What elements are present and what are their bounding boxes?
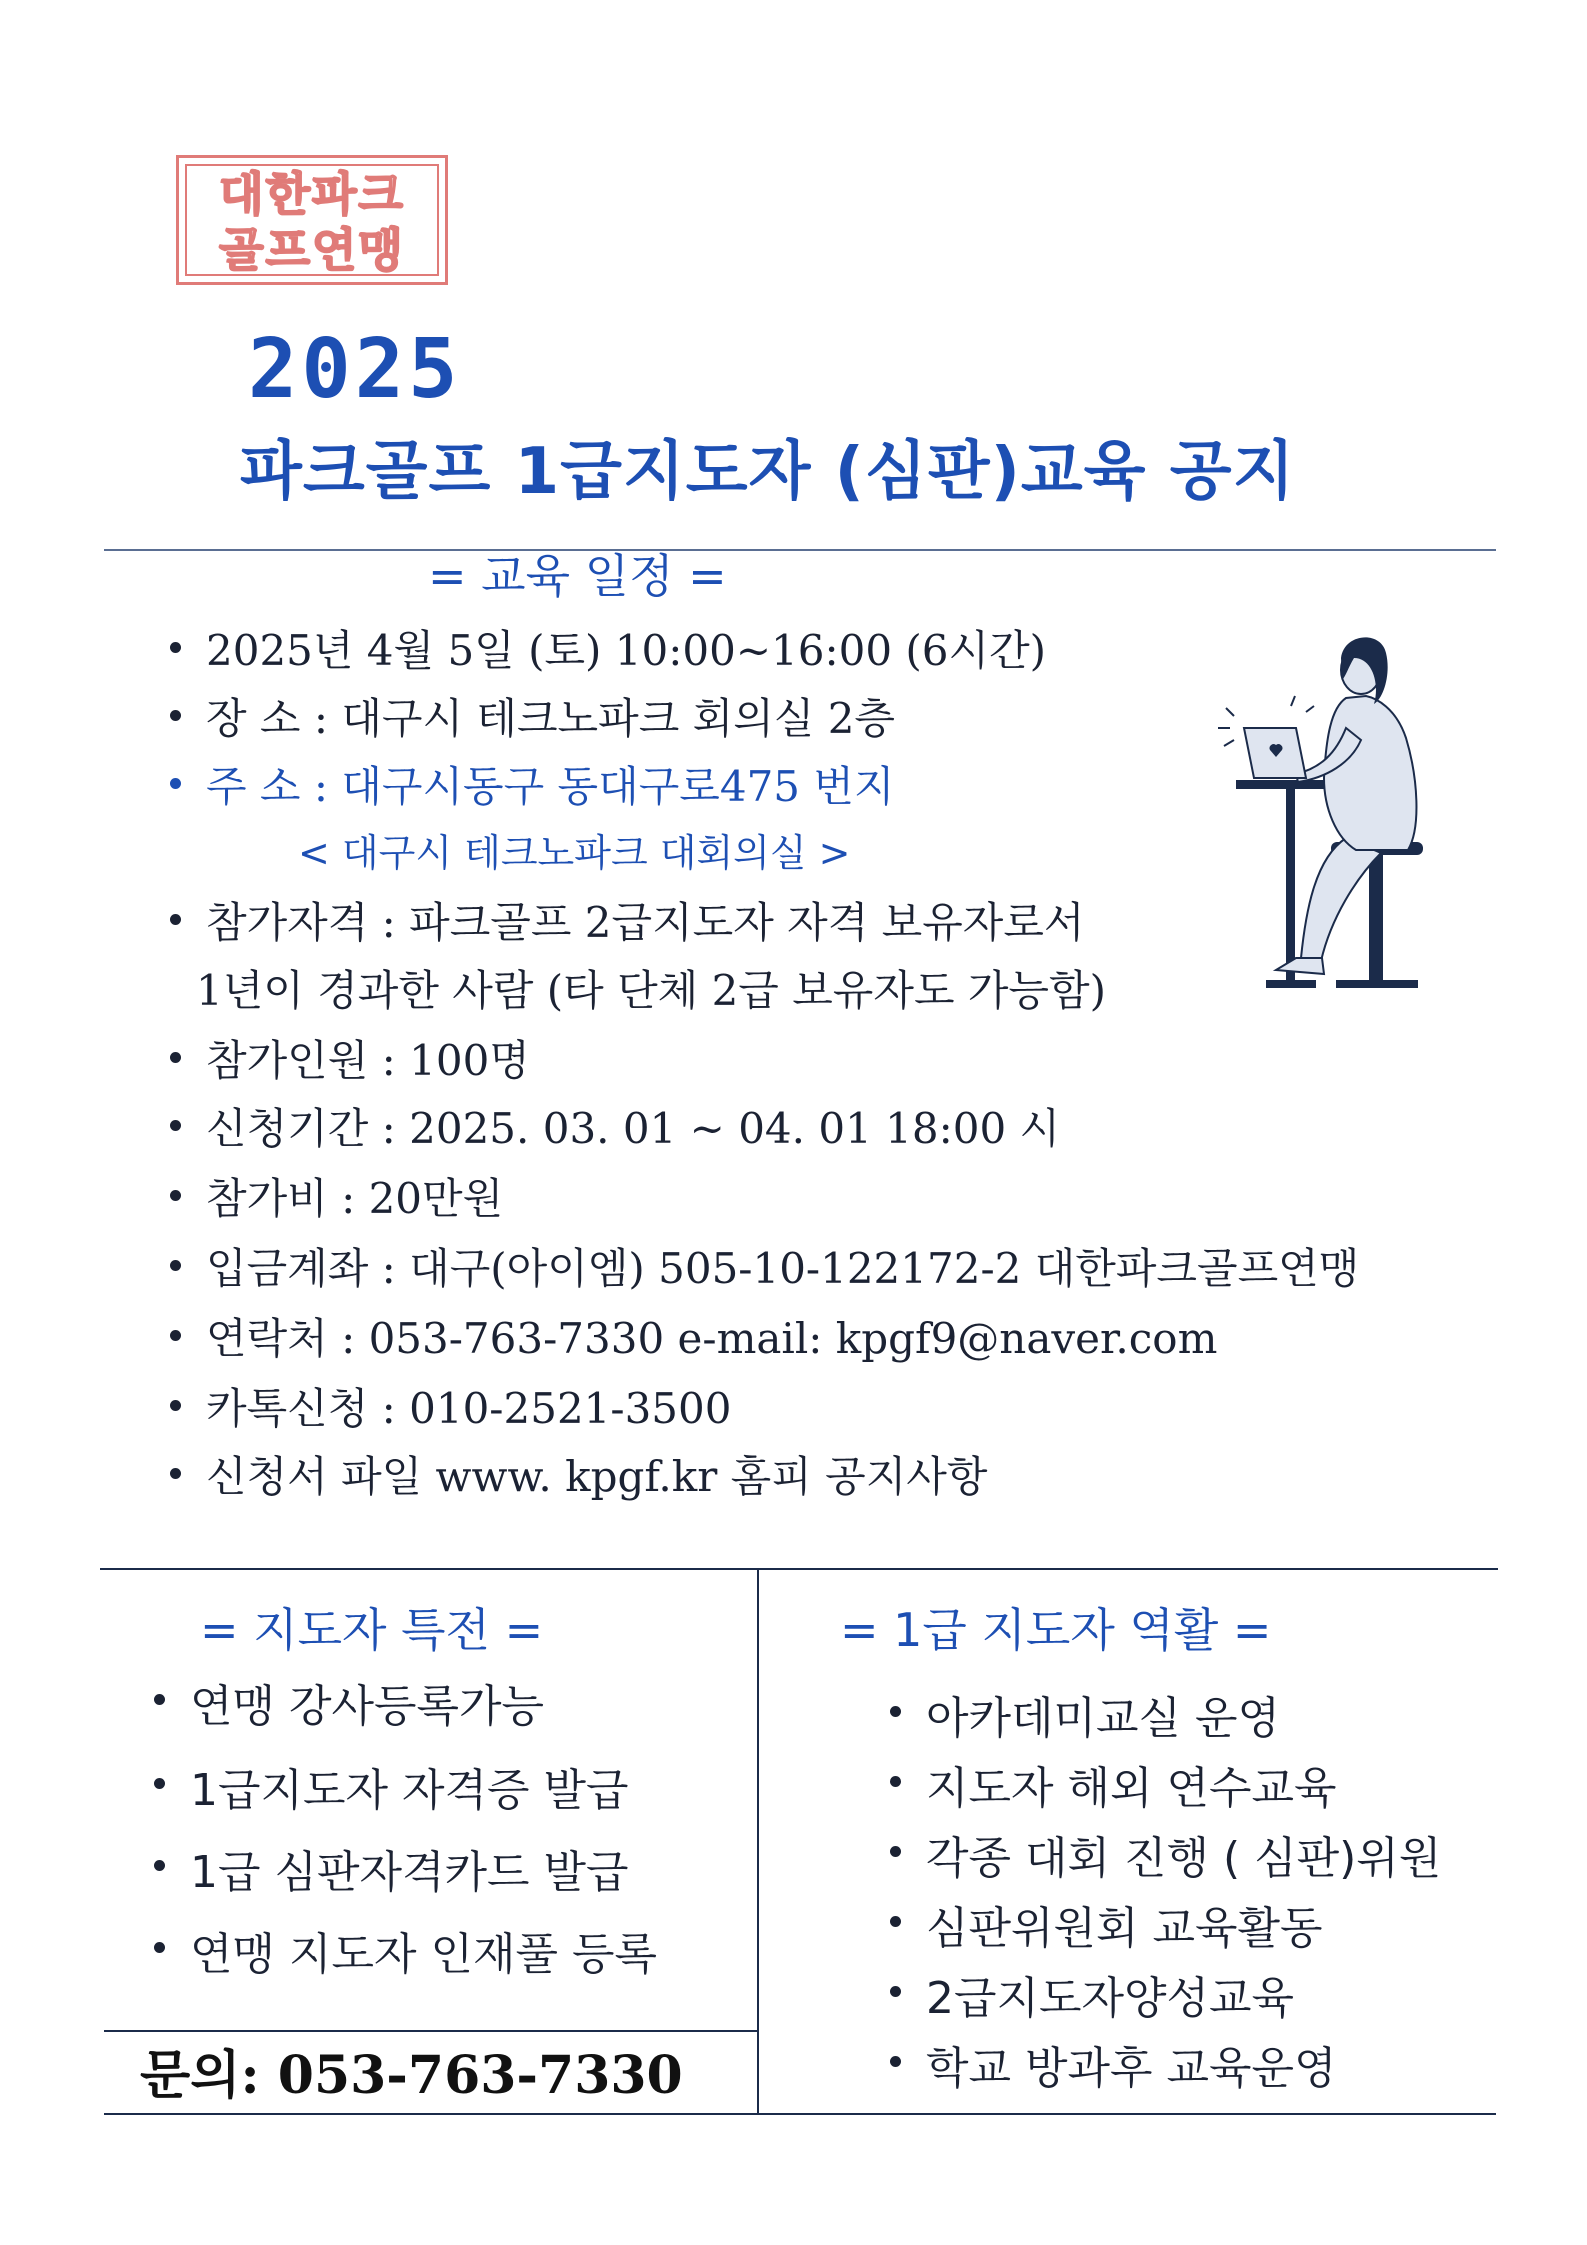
role-item-level2-training: 2급지도자양성교육 [926,1962,1294,2026]
schedule-heading: = 교육 일정 = [428,549,727,603]
benefit-item-referee-card: 1급 심판자격카드 발급 [190,1836,629,1900]
schedule-item-address-detail: < 대구시 테크노파크 대회의실 > [298,831,851,875]
logo-line-2: 골프연맹 [219,223,405,277]
benefit-item-certificate: 1급지도자 자격증 발급 [190,1754,629,1818]
person-with-laptop-illustration [1196,628,1456,1008]
schedule-item-contact: 연락처 : 053-763-7330 e-mail: kpgf9@naver.com [206,1306,1217,1366]
schedule-item-place: 장 소 : 대구시 테크노파크 회의실 2층 [206,686,895,746]
schedule-item-eligibility: 참가자격 : 파크골프 2급지도자 자격 보유자로서 [206,890,1085,950]
benefit-item-instructor: 연맹 강사등록가능 [190,1670,544,1734]
schedule-item-eligibility-detail: 1년이 경과한 사람 (타 단체 2급 보유자도 가능함) [196,966,1106,1015]
logo-line-1: 대한파크 [219,167,405,221]
top-rule [104,549,1496,551]
schedule-item-kakao: 카톡신청 : 010-2521-3500 [206,1376,731,1436]
role-item-academy: 아카데미교실 운영 [926,1682,1280,1746]
lower-top-rule [100,1568,1498,1570]
role-item-overseas: 지도자 해외 연수교육 [926,1752,1337,1816]
benefit-item-talent-pool: 연맹 지도자 인재풀 등록 [190,1918,657,1982]
schedule-item-capacity: 참가인원 : 100명 [206,1028,530,1088]
benefits-heading: = 지도자 특전 = [200,1603,544,1657]
contact-phone: 문의: 053-763-7330 [140,2045,683,2106]
schedule-item-fee: 참가비 : 20만원 [206,1166,503,1226]
contact-rule [104,2030,757,2032]
role-item-committee: 심판위원회 교육활동 [926,1892,1323,1956]
schedule-item-date: 2025년 4월 5일 (토) 10:00~16:00 (6시간) [206,618,1046,678]
roles-heading: = 1급 지도자 역활 = [840,1603,1272,1657]
role-item-afterschool: 학교 방과후 교육운영 [926,2032,1337,2096]
schedule-item-form: 신청서 파일 www. kpgf.kr 홈피 공지사항 [206,1444,987,1504]
title-year: 2025 [248,322,462,417]
schedule-item-account: 입금계좌 : 대구(아이엠) 505-10-122172-2 대한파크골프연맹 [206,1236,1359,1296]
bottom-rule [104,2113,1496,2115]
schedule-item-period: 신청기간 : 2025. 03. 01 ~ 04. 01 18:00 시 [206,1096,1060,1156]
schedule-item-address: 주 소 : 대구시동구 동대구로475 번지 [206,754,895,814]
page-title: 파크골프 1급지도자 (심판)교육 공지 [240,435,1296,509]
logo-stamp [176,155,448,285]
role-item-referee: 각종 대회 진행 ( 심판)위원 [926,1822,1441,1886]
column-divider [757,1568,759,2115]
